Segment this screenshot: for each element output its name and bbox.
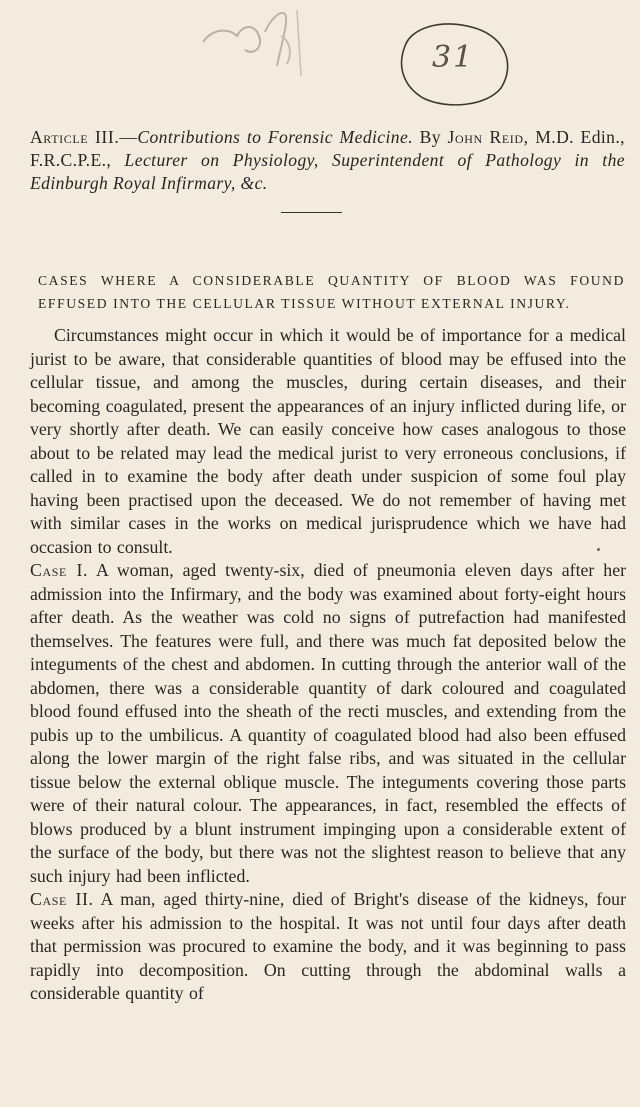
section-rule xyxy=(281,212,342,213)
body-text xyxy=(30,324,626,1006)
case-2-paragraph xyxy=(30,888,626,1006)
article-title: Contributions to Forensic Medicine. xyxy=(137,127,414,147)
page-number: 31 xyxy=(432,40,475,75)
case-1-text: A woman, aged twenty-six, died of pneumonia eleven days after her admission into the Infirmary, and the body was examined about forty-eight hours after death. As the weather was cold no signs of putrefaction had manifested themselves. The features were full, and there was much fat deposited below the integuments of the chest and abdomen. In cutting through the anterior wall of the abdomen, there was a considerable quantity of dark coloured and coagulated blood found effused into the sheath of the recti muscles, and extending from the pubis up to the umbilicus. A quantity of coagulated blood had also been effused along the lower margin of the right false ribs, and was situated in the cellular tissue below the external oblique muscle. The integuments covering those parts were of their natural colour. The appearances, in fact, resembled the effects of blows produced by a blunt instrument impinging upon a considerable extent of the surface of the body, but there was not the slightest reason to believe that any such injury had been inflicted. xyxy=(30,560,627,886)
by-word: By xyxy=(419,127,441,147)
case-2-label: Case II. xyxy=(30,889,94,909)
intro-paragraph: Circumstances might occur in which it would be of importance for a medical jurist to be aware, that considerable quantities of blood may be effused into the cellular tissue, and among the muscles, during certain diseases, and their becoming coagulated, present the appearances of an injury inflicted during life, or very shortly after death. We can easily conceive how cases analogous to those about to be related may lead the medical jurist to very erroneous conclusions, if called in to examine the body after death under suspicion of some foul play having been practised upon the deceased. We do not remember of having met with similar cases in the works on medical jurisprudence which we have had occasion to consult. xyxy=(30,325,626,557)
author-credentials: M.D. Edin., F.R.C.P.E., xyxy=(30,127,625,170)
author-name: John Reid, xyxy=(447,127,529,147)
ink-speck xyxy=(597,548,600,551)
article-heading: Article III.—Contributions to Forensic Medicine. By John Reid, M.D. Edin., F.R.C.P.E., Lecturer on Physiology, Superintendent of Pathology in the Edinburgh Royal Infirmary, &c. xyxy=(30,127,625,193)
case-1-paragraph xyxy=(30,559,626,888)
section-subtitle: CASES WHERE A CONSIDERABLE QUANTITY OF BLOOD WAS FOUND EFFUSED INTO THE CELLULAR TISSUE WITHOUT EXTERNAL INJURY. xyxy=(38,273,625,311)
case-1-label: Case I. xyxy=(30,560,89,580)
author-positions: Lecturer on Physiology, Superintendent of Pathology in the Edinburgh Royal Infirmary, &c. xyxy=(30,150,625,193)
case-2-text: A man, aged thirty-nine, died of Bright's disease of the kidneys, four weeks after his admission to the hospital. It was not until four days after death that permission was procured to examine the body, and it was beginning to pass rapidly into decomposition. On cutting through the abdominal walls a considerable quantity of xyxy=(30,889,626,1003)
article-label: Article III. xyxy=(30,127,120,147)
